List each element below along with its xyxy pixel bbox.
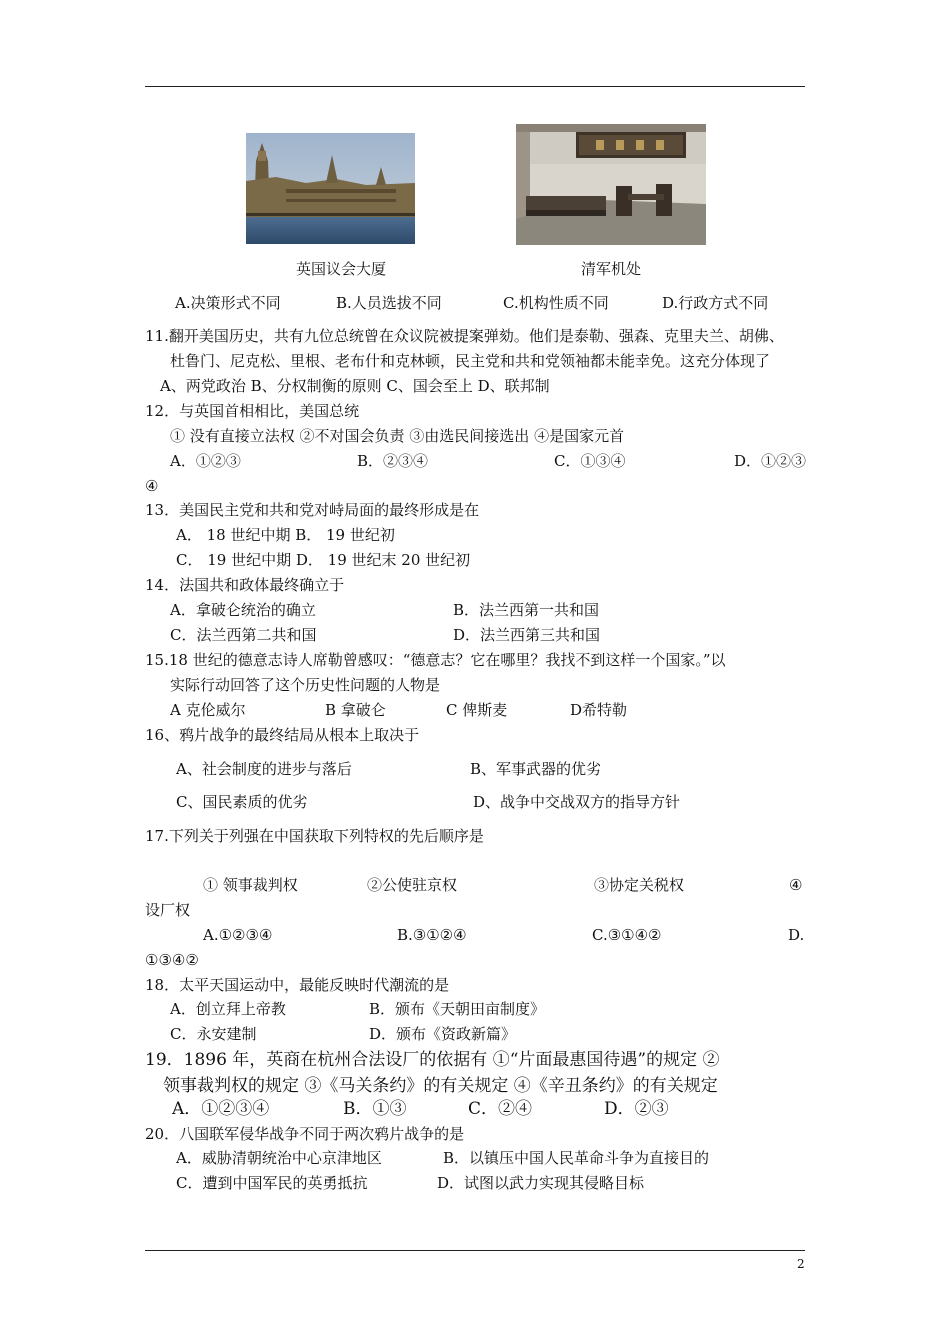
- q19-option-c: C．②④: [468, 1099, 533, 1119]
- q19-option-b: B．①③: [343, 1099, 407, 1119]
- q15-option-d: D希特勒: [570, 701, 628, 719]
- q12-option-c: C．①③④: [554, 452, 626, 470]
- q17-item-1: ① 领事裁判权: [203, 876, 298, 894]
- grand-council-caption: 清军机处: [581, 260, 642, 278]
- q15-option-c: C 俾斯麦: [446, 701, 508, 719]
- header-rule: [145, 86, 805, 87]
- q14-option-b: B．法兰西第一共和国: [453, 601, 600, 619]
- q16-option-d: D、战争中交战双方的指导方针: [473, 793, 681, 811]
- q10-option-b: B.人员选拔不同: [336, 294, 442, 312]
- q14-option-a: A．拿破仑统治的确立: [170, 601, 316, 619]
- q16-option-c: C、国民素质的优劣: [176, 793, 308, 811]
- q20-stem: 20．八国联军侵华战争不同于两次鸦片战争的是: [145, 1125, 465, 1143]
- q19-stem-line2: 领事裁判权的规定 ③《马关条约》的有关规定 ④《辛丑条约》的有关规定: [163, 1076, 718, 1096]
- q15-stem-line2: 实际行动回答了这个历史性问题的人物是: [170, 676, 441, 694]
- q15-option-b: B 拿破仑: [325, 701, 386, 719]
- q18-stem: 18．太平天国运动中，最能反映时代潮流的是: [145, 976, 450, 994]
- q19-option-d: D．②③: [604, 1099, 669, 1119]
- q16-stem: 16、鸦片战争的最终结局从根本上取决于: [145, 726, 420, 744]
- q13-options-row2: C． 19 世纪中期 D． 19 世纪末 20 世纪初: [176, 551, 471, 569]
- footer-rule: [145, 1250, 805, 1251]
- q12-option-d: D．①②③: [734, 452, 807, 470]
- q18-option-b: B．颁布《天朝田亩制度》: [369, 1000, 546, 1018]
- q12-stem: 12．与英国首相相比，美国总统: [145, 402, 360, 420]
- q17-option-b: B.③①②④: [397, 926, 467, 944]
- q15-stem-line1: 15.18 世纪的德意志诗人席勒曾感叹：“德意志？它在哪里？我找不到这样一个国家。”以: [145, 651, 726, 669]
- q18-option-d: D．颁布《资政新篇》: [369, 1025, 517, 1043]
- q13-stem: 13．美国民主党和共和党对峙局面的最终形成是在: [145, 501, 480, 519]
- q19-stem-line1: 19．1896 年，英商在杭州合法设厂的依据有 ①“片面最惠国待遇”的规定 ②: [145, 1050, 720, 1070]
- q17-item-4-wrap: 设厂权: [145, 901, 191, 919]
- q18-option-c: C．永安建制: [170, 1025, 257, 1043]
- q19-option-a: A．①②③④: [172, 1099, 270, 1119]
- q20-option-a: A．威胁清朝统治中心京津地区: [176, 1149, 382, 1167]
- q12-option-d-wrap: ④: [145, 477, 159, 495]
- q17-option-d: D.: [788, 926, 805, 944]
- q18-option-a: A．创立拜上帝教: [170, 1000, 286, 1018]
- q10-option-c: C.机构性质不同: [503, 294, 609, 312]
- q10-option-d: D.行政方式不同: [662, 294, 769, 312]
- q10-option-a: A.决策形式不同: [175, 294, 281, 312]
- q20-option-b: B．以镇压中国人民革命斗争为直接目的: [443, 1149, 710, 1167]
- parliament-photo: [246, 133, 415, 244]
- q12-items: ① 没有直接立法权 ②不对国会负责 ③由选民间接选出 ④是国家元首: [170, 427, 625, 445]
- grand-council-photo: [516, 124, 706, 245]
- q17-item-4: ④: [789, 876, 803, 894]
- q17-item-3: ③协定关税权: [594, 876, 685, 894]
- q17-option-d-wrap: ①③④②: [145, 951, 199, 969]
- q17-item-2: ②公使驻京权: [367, 876, 458, 894]
- q12-option-a: A．①②③: [170, 452, 241, 470]
- q11-options: A、两党政治 B、分权制衡的原则 C、国会至上 D、联邦制: [160, 377, 550, 395]
- q17-stem: 17.下列关于列强在中国获取下列特权的先后顺序是: [145, 827, 484, 845]
- page-number: 2: [797, 1257, 805, 1271]
- q20-option-c: C．遭到中国军民的英勇抵抗: [176, 1174, 368, 1192]
- q12-option-b: B．②③④: [357, 452, 429, 470]
- q14-option-d: D．法兰西第三共和国: [453, 626, 601, 644]
- q16-option-a: A、社会制度的进步与落后: [176, 760, 352, 778]
- q16-option-b: B、军事武器的优劣: [470, 760, 602, 778]
- q20-option-d: D．试图以武力实现其侵略目标: [437, 1174, 645, 1192]
- q17-option-c: C.③①④②: [592, 926, 662, 944]
- q11-stem-line1: 11.翻开美国历史，共有九位总统曾在众议院被提案弹劾。他们是泰勒、强森、克里夫兰、胡佛、: [145, 327, 784, 345]
- q15-option-a: A 克伦威尔: [170, 701, 246, 719]
- parliament-caption: 英国议会大厦: [296, 260, 387, 278]
- q17-option-a: A.①②③④: [203, 926, 273, 944]
- q14-stem: 14．法国共和政体最终确立于: [145, 576, 345, 594]
- q14-option-c: C．法兰西第二共和国: [170, 626, 317, 644]
- q11-stem-line2: 杜鲁门、尼克松、里根、老布什和克林顿，民主党和共和党领袖都未能幸免。这充分体现了: [170, 352, 771, 370]
- q13-options-row1: A． 18 世纪中期 B． 19 世纪初: [176, 526, 395, 544]
